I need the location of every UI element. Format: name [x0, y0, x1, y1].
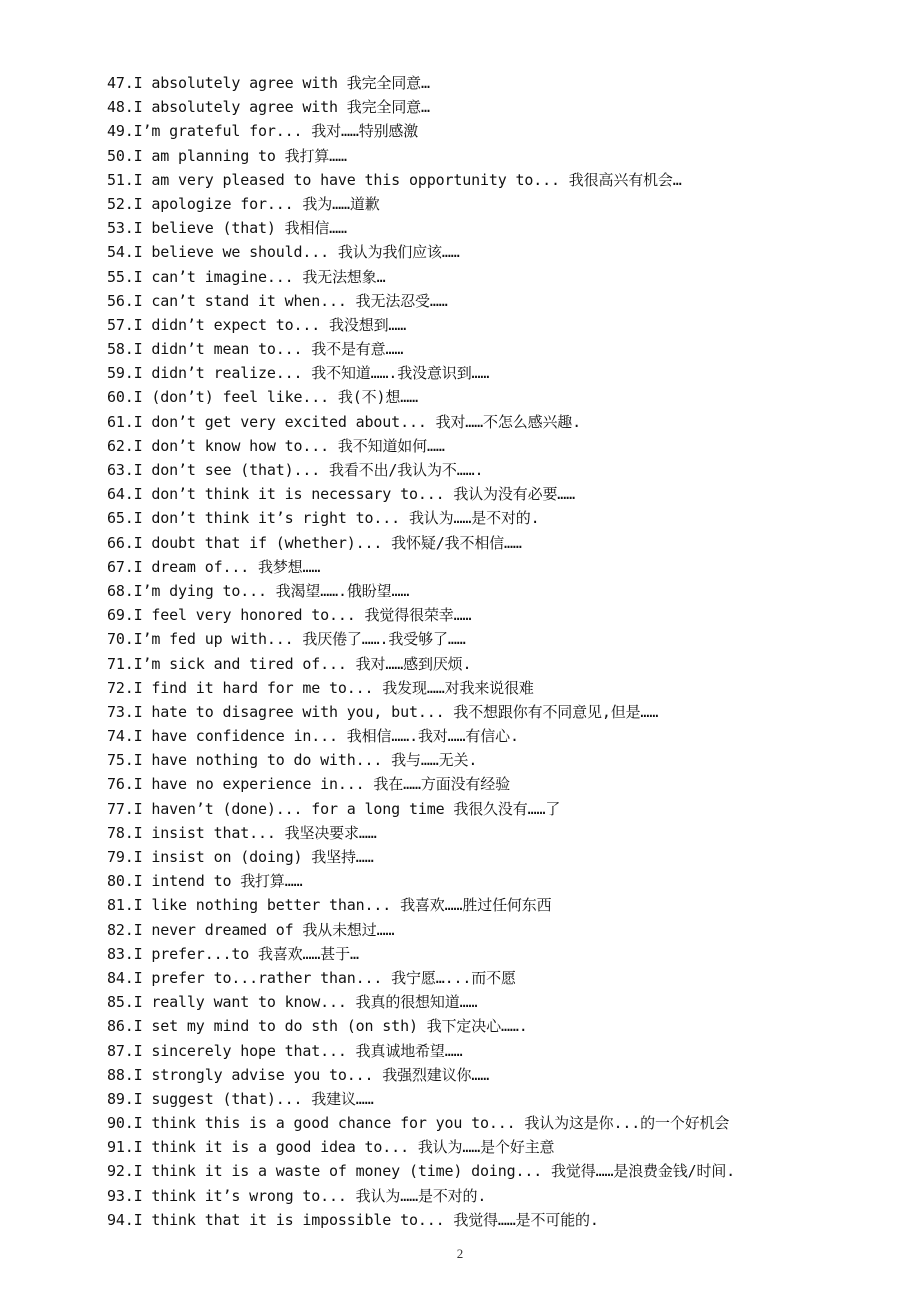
phrase-item: 93.I think it’s wrong to... 我认为……是不对的. — [107, 1186, 487, 1205]
phrase-item: 70.I’m fed up with... 我厌倦了…….我受够了…… — [107, 630, 466, 649]
phrase-item: 58.I didn’t mean to... 我不是有意…… — [107, 340, 404, 359]
phrase-item: 78.I insist that... 我坚决要求…… — [107, 823, 377, 842]
phrase-item: 62.I don’t know how to... 我不知道如何…… — [107, 436, 445, 455]
phrase-item: 68.I’m dying to... 我渴望…….俄盼望…… — [107, 581, 410, 600]
phrase-item: 69.I feel very honored to... 我觉得很荣幸…… — [107, 606, 472, 625]
phrase-item: 56.I can’t stand it when... 我无法忍受…… — [107, 291, 448, 310]
phrase-item: 54.I believe we should... 我认为我们应该…… — [107, 243, 460, 262]
phrase-item: 75.I have nothing to do with... 我与……无关. — [107, 751, 478, 770]
phrase-item: 61.I don’t get very excited about... 我对……不怎么感兴趣. — [107, 412, 582, 431]
phrase-item: 50.I am planning to 我打算…… — [107, 146, 347, 165]
phrase-item: 73.I hate to disagree with you, but... 我不想跟你有不同意见,但是…… — [107, 702, 659, 721]
phrase-item: 94.I think that it is impossible to... 我觉得……是不可能的. — [107, 1210, 599, 1229]
phrase-item: 89.I suggest (that)... 我建议…… — [107, 1089, 374, 1108]
phrase-item: 47.I absolutely agree with 我完全同意… — [107, 74, 430, 92]
phrase-item: 80.I intend to 我打算…… — [107, 872, 303, 891]
phrase-item: 87.I sincerely hope that... 我真诚地希望…… — [107, 1041, 463, 1060]
phrase-item: 91.I think it is a good idea to... 我认为……是个好主意 — [107, 1138, 555, 1157]
phrase-item: 71.I’m sick and tired of... 我对……感到厌烦. — [107, 654, 472, 673]
phrase-item: 52.I apologize for... 我为……道歉 — [107, 194, 380, 213]
phrase-item: 92.I think it is a waste of money (time) doing... 我觉得……是浪费金钱/时间. — [107, 1162, 736, 1181]
phrase-item: 90.I think this is a good chance for you to... 我认为这是你...的一个好机会 — [107, 1114, 730, 1133]
phrase-item: 83.I prefer...to 我喜欢……甚于… — [107, 944, 359, 963]
phrase-item: 79.I insist on (doing) 我坚持…… — [107, 848, 374, 866]
phrase-item: 88.I strongly advise you to... 我强烈建议你…… — [107, 1065, 490, 1084]
phrase-item: 55.I can’t imagine... 我无法想象… — [107, 267, 386, 286]
phrase-item: 82.I never dreamed of 我从未想过…… — [107, 920, 395, 939]
phrase-item: 49.I’m grateful for... 我对……特别感激 — [107, 122, 419, 141]
phrase-item: 76.I have no experience in... 我在……方面没有经验 — [107, 775, 510, 794]
phrase-item: 48.I absolutely agree with 我完全同意… — [107, 98, 430, 117]
phrase-item: 57.I didn’t expect to... 我没想到…… — [107, 315, 407, 334]
phrase-item: 64.I don’t think it is necessary to... 我认为没有必要…… — [107, 485, 576, 504]
phrase-item: 59.I didn’t realize... 我不知道…….我没意识到…… — [107, 364, 490, 383]
phrase-item: 65.I don’t think it’s right to... 我认为……是不对的. — [107, 509, 540, 528]
phrase-item: 63.I don’t see (that)... 我看不出/我认为不……. — [107, 461, 484, 479]
phrase-item: 86.I set my mind to do sth (on sth) 我下定决心……. — [107, 1017, 528, 1036]
phrase-item: 77.I haven’t (done)... for a long time 我很久没有……了 — [107, 799, 561, 818]
phrase-item: 74.I have confidence in... 我相信…….我对……有信心. — [107, 727, 519, 746]
phrase-item: 84.I prefer to...rather than... 我宁愿…...而不愿 — [107, 968, 516, 987]
page-number: 2 — [456, 1246, 464, 1261]
phrase-item: 66.I doubt that if (whether)... 我怀疑/我不相信…… — [107, 533, 522, 552]
phrase-item: 72.I find it hard for me to... 我发现……对我来说很难 — [107, 678, 534, 697]
phrase-item: 60.I (don’t) feel like... 我(不)想…… — [107, 388, 418, 407]
phrase-item: 85.I really want to know... 我真的很想知道…… — [107, 993, 478, 1012]
phrase-item: 81.I like nothing better than... 我喜欢……胜过任何东西 — [107, 896, 552, 915]
phrase-item: 51.I am very pleased to have this opportunity to... 我很高兴有机会… — [107, 170, 682, 189]
phrase-item: 53.I believe (that) 我相信…… — [107, 219, 347, 238]
phrase-list — [107, 71, 887, 1232]
phrase-item: 67.I dream of... 我梦想…… — [107, 557, 321, 576]
